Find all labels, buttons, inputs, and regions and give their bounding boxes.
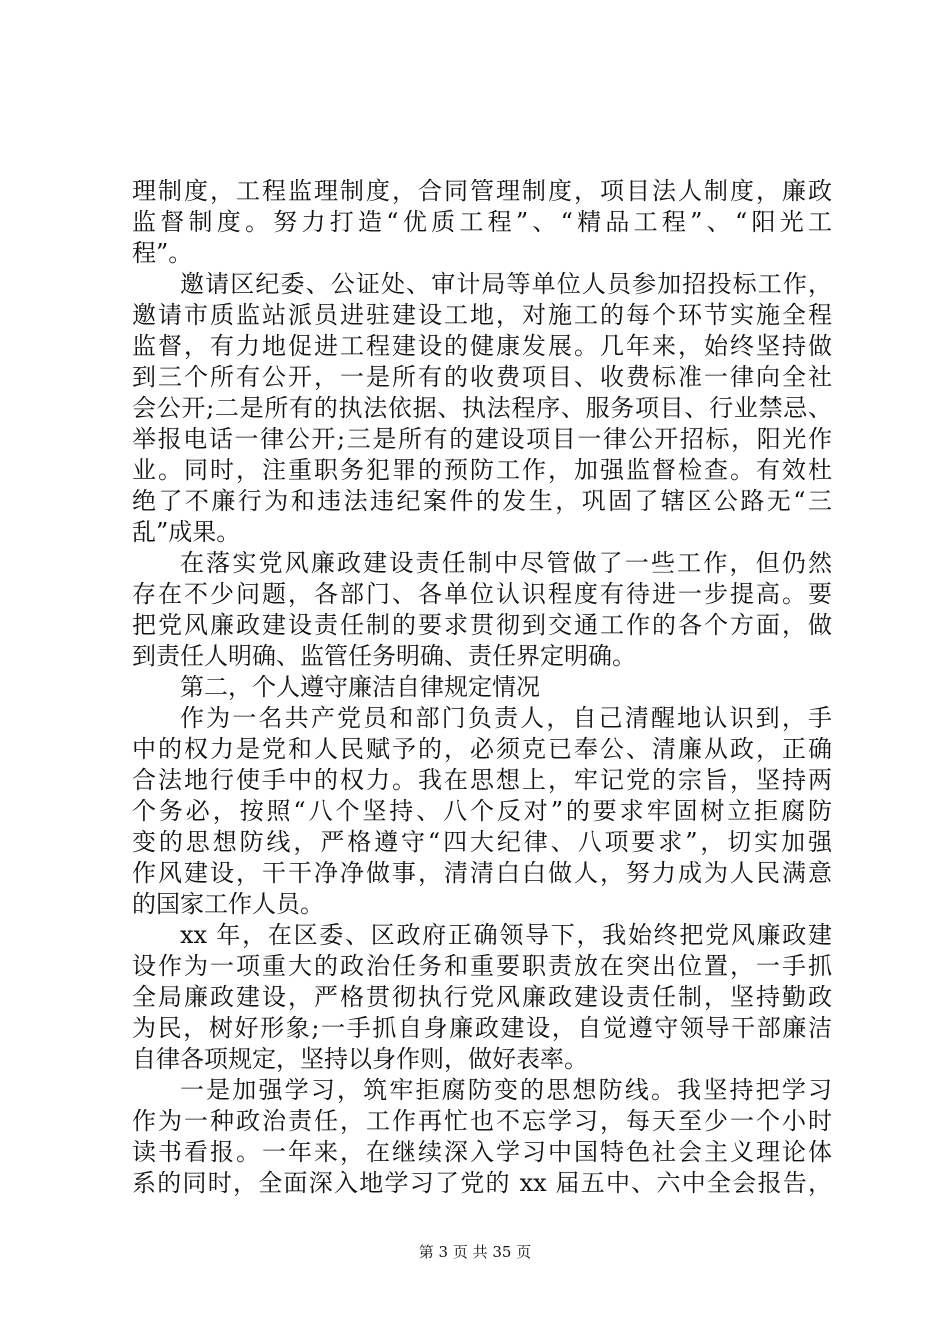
text-line: 合法地行使手中的权力。我在思想上，牢记党的宗旨，坚持两: [132, 766, 832, 794]
text-line: 的国家工作人员。: [132, 890, 324, 918]
text-line: 存在不少问题，各部门、各单位认识程度有待进一步提高。要: [132, 580, 832, 608]
text-line: 绝了不廉行为和违法违纪案件的发生，巩固了辖区公路无“三: [132, 487, 832, 515]
document-body: [132, 176, 832, 1199]
paragraph: [132, 1075, 832, 1199]
text-line: 系的同时，全面深入地学习了党的 xx 届五中、六中全会报告，: [132, 1169, 832, 1197]
text-line: 理制度，工程监理制度，合同管理制度，项目法人制度，廉政: [132, 177, 832, 205]
text-line: 一是加强学习，筑牢拒腐防变的思想防线。我坚持把学习: [180, 1076, 832, 1104]
paragraph: [132, 672, 832, 703]
paragraph: [132, 920, 832, 1075]
paragraph: [132, 269, 832, 548]
text-line: 读书看报。一年来，在继续深入学习中国特色社会主义理论体: [132, 1138, 832, 1166]
paragraph: [132, 548, 832, 672]
text-line: 业。同时，注重职务犯罪的预防工作，加强监督检查。有效杜: [132, 456, 832, 484]
text-line: 第二，个人遵守廉洁自律规定情况: [180, 673, 540, 701]
text-line: 程”。: [132, 239, 193, 267]
text-line: 作为一种政治责任，工作再忙也不忘学习，每天至少一个小时: [132, 1107, 832, 1135]
paragraph: [132, 703, 832, 920]
text-line: 设作为一项重大的政治任务和重要职责放在突出位置，一手抓: [132, 952, 832, 980]
text-line: 监督，有力地促进工程建设的健康发展。几年来，始终坚持做: [132, 332, 832, 360]
text-line: 中的权力是党和人民赋予的，必须克已奉公、清廉从政，正确: [132, 735, 832, 763]
text-line: 作为一名共产党员和部门负责人，自己清醒地认识到，手: [180, 704, 832, 732]
text-line: 邀请区纪委、公证处、审计局等单位人员参加招投标工作，: [180, 270, 832, 298]
page-number-footer: 第 3 页 共 35 页: [418, 1243, 532, 1261]
paragraph: [132, 176, 832, 269]
text-line: 变的思想防线，严格遵守“四大纪律、八项要求”，切实加强: [132, 828, 832, 856]
text-line: 自律各项规定，坚持以身作则，做好表率。: [132, 1045, 588, 1073]
text-line: 会公开;二是所有的执法依据、执法程序、服务项目、行业禁忌、: [132, 394, 832, 422]
text-line: 在落实党风廉政建设责任制中尽管做了一些工作，但仍然: [180, 549, 832, 577]
text-line: 为民，树好形象;一手抓自身廉政建设，自觉遵守领导干部廉洁: [132, 1014, 832, 1042]
text-line: xx 年，在区委、区政府正确领导下，我始终把党风廉政建: [180, 921, 832, 949]
text-line: 举报电话一律公开;三是所有的建设项目一律公开招标，阳光作: [132, 425, 832, 453]
text-line: 个务必，按照“八个坚持、八个反对”的要求牢固树立拒腐防: [132, 797, 832, 825]
text-line: 邀请市质监站派员进驻建设工地，对施工的每个环节实施全程: [132, 301, 832, 329]
text-line: 全局廉政建设，严格贯彻执行党风廉政建设责任制，坚持勤政: [132, 983, 832, 1011]
text-line: 到三个所有公开，一是所有的收费项目、收费标准一律向全社: [132, 363, 832, 391]
text-line: 作风建设，干干净净做事，清清白白做人，努力成为人民满意: [132, 859, 832, 887]
text-line: 把党风廉政建设责任制的要求贯彻到交通工作的各个方面，做: [132, 611, 832, 639]
text-line: 监督制度。努力打造“优质工程”、“精品工程”、“阳光工: [132, 208, 832, 236]
text-line: 乱”成果。: [132, 518, 241, 546]
text-line: 到责任人明确、监管任务明确、责任界定明确。: [132, 642, 636, 670]
